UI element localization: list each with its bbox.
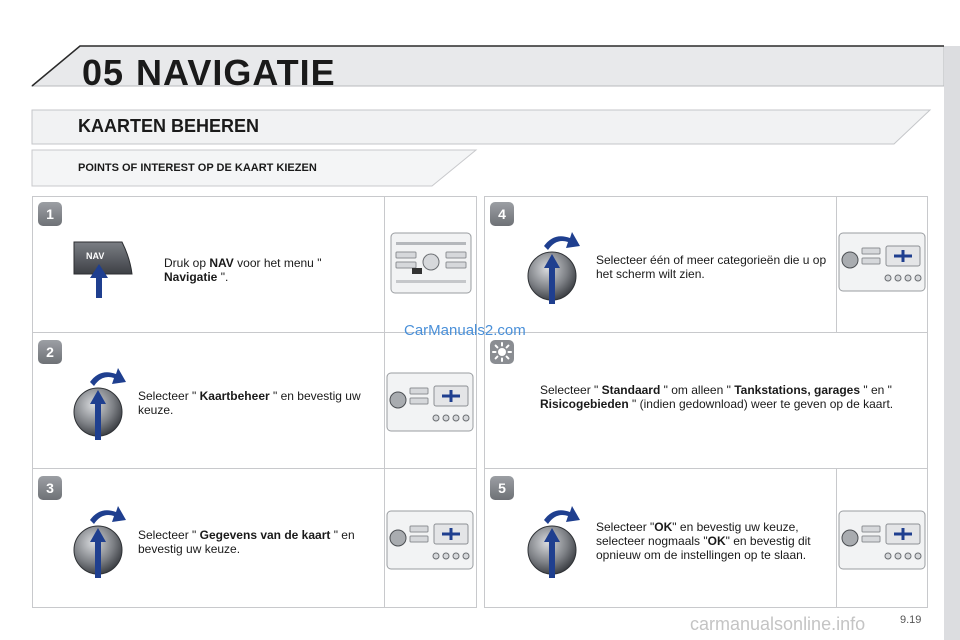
footer-watermark: carmanualsonline.info: [690, 614, 866, 634]
page-edge-bar: [944, 46, 960, 640]
sun-tip-icon: [490, 340, 514, 364]
row-divider: [484, 332, 928, 333]
rotary-dial-icon: [526, 228, 582, 306]
step-5-text: Selecteer "OK" en bevestig uw keuze, selecteer nogmaals "OK" en bevestig dit opnieuw om de instellingen op te slaan.: [596, 520, 811, 562]
step-badge-4: 4: [490, 202, 514, 226]
step-badge-5: 5: [490, 476, 514, 500]
step-badge-3: 3: [38, 476, 62, 500]
column-divider: [836, 468, 837, 608]
radio-unit-icon: [390, 232, 472, 294]
column-divider: [836, 196, 837, 332]
step-3-text: Selecteer " Gegevens van de kaart " en bevestig uw keuze.: [138, 528, 355, 556]
step-badge-1: 1: [38, 202, 62, 226]
subsection-title: POINTS OF INTEREST OP DE KAART KIEZEN: [78, 162, 317, 174]
row-divider: [484, 468, 928, 469]
watermark: CarManuals2.com: [404, 322, 526, 339]
nav-button-label: NAV: [86, 251, 105, 261]
radio-unit-icon: [386, 510, 474, 570]
tip-text: Selecteer " Standaard " om alleen " Tankstations, garages " en " Risicogebieden " (indien gedownload) weer te geven op de kaart.: [540, 383, 894, 411]
row-divider: [32, 468, 477, 469]
chapter-title: NAVIGATIE: [136, 52, 336, 93]
push-arrow-icon: [90, 264, 108, 298]
step-4-text: Selecteer één of meer categorieën die u op het scherm wilt zien.: [596, 253, 827, 281]
column-divider: [384, 196, 385, 608]
radio-unit-icon: [838, 510, 926, 570]
radio-unit-icon: [386, 372, 474, 432]
step-2-text: Selecteer " Kaartbeheer " en bevestig uw keuze.: [138, 389, 361, 417]
rotary-dial-icon: [526, 502, 582, 580]
rotary-dial-icon: [72, 364, 128, 442]
step-1-text: Druk op NAV voor het menu " Navigatie ".: [164, 256, 322, 284]
page-number: 9.19: [900, 614, 922, 626]
step-badge-2: 2: [38, 340, 62, 364]
chapter-number: 05: [82, 52, 125, 93]
section-title: KAARTEN BEHEREN: [78, 116, 260, 136]
rotary-dial-icon: [72, 502, 128, 580]
radio-unit-icon: [838, 232, 926, 292]
